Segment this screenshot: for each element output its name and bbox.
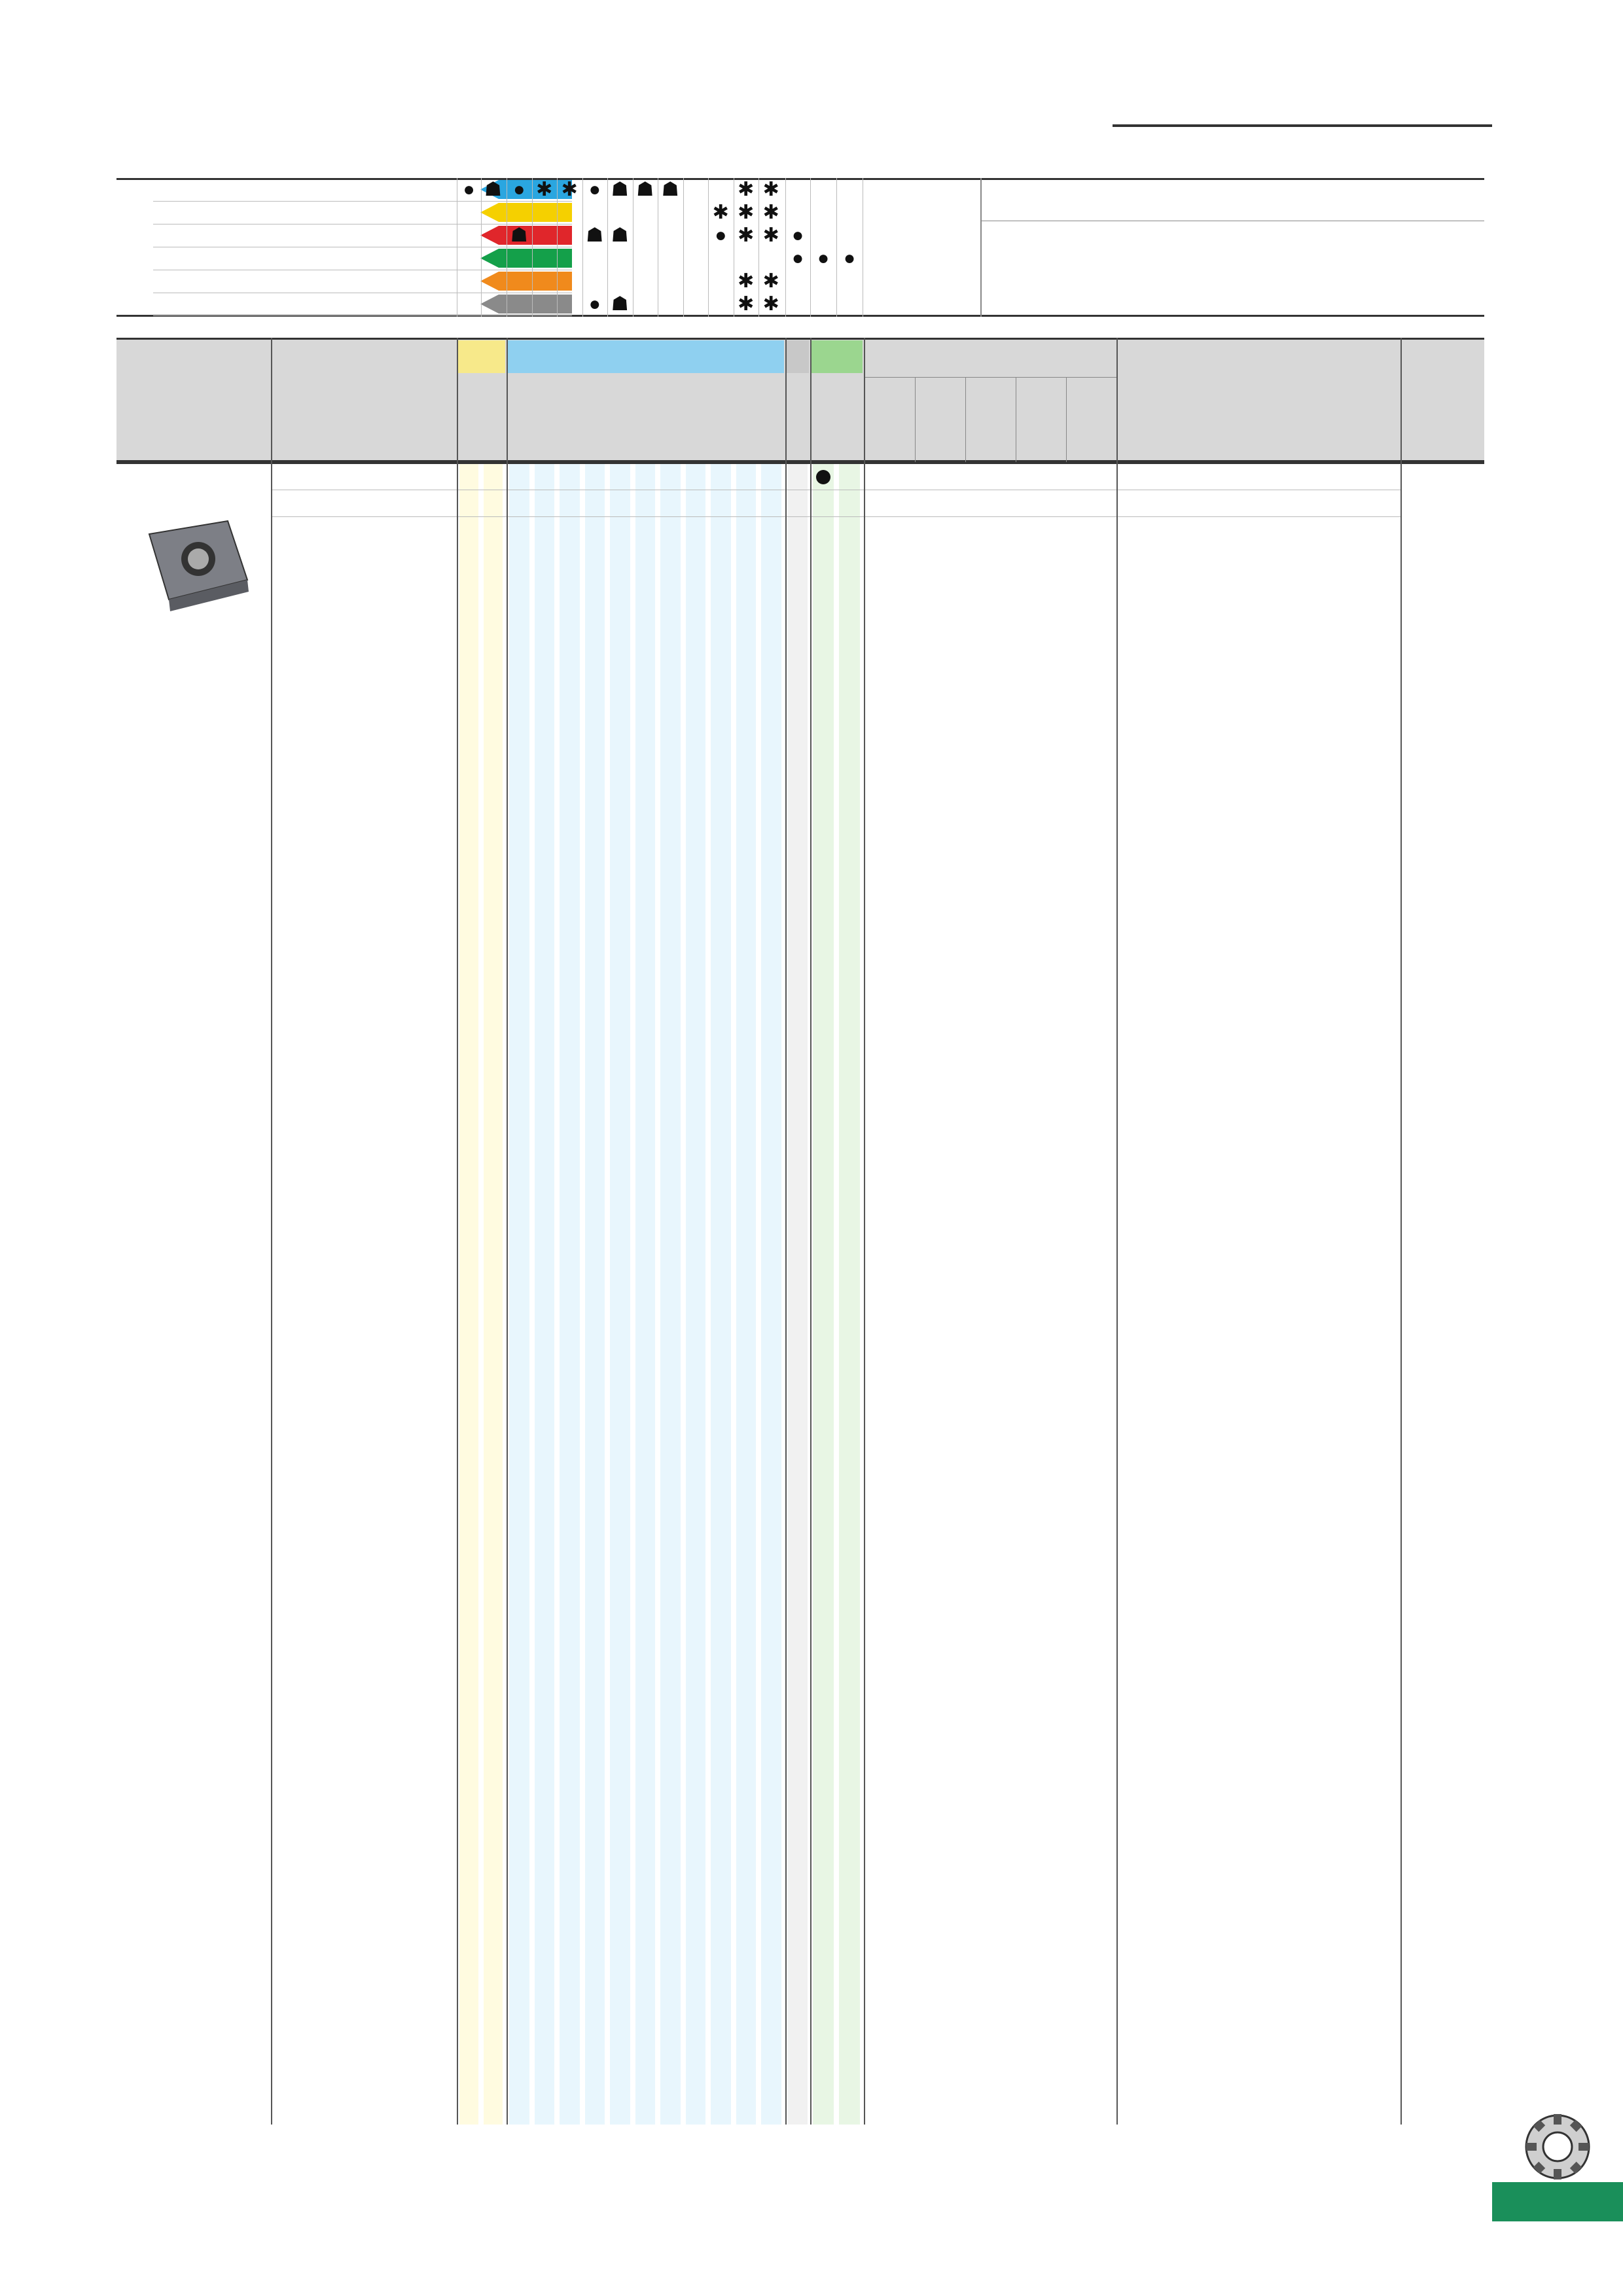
interrupted-icon: ✱ <box>561 179 578 200</box>
continuous-icon: ● <box>463 179 475 200</box>
interrupted-icon: ✱ <box>738 224 755 246</box>
grade-column-shade <box>788 462 808 2125</box>
milling-cutter-icon <box>1525 2108 1603 2186</box>
code-row-rule <box>271 516 1400 517</box>
grade-column-shade <box>660 462 681 2125</box>
continuous-icon: ● <box>513 179 526 200</box>
grade-header-pc2510 <box>607 376 633 459</box>
grade-header-cn2000 <box>457 376 481 459</box>
grade-column-shade <box>839 462 860 2125</box>
universal-icon: ☗ <box>510 224 528 246</box>
material-code-badge <box>480 295 572 314</box>
grade-header-pc2505 <box>582 376 608 459</box>
row-separator <box>116 462 1484 464</box>
grade-column-shade <box>585 462 605 2125</box>
header-hard <box>785 340 809 373</box>
column-divider <box>507 338 508 2125</box>
interrupted-icon: ✱ <box>762 270 779 292</box>
continuous-icon: ● <box>588 179 601 200</box>
grade-column-shade <box>813 462 834 2125</box>
material-grid-line <box>785 178 786 317</box>
universal-icon: ☗ <box>611 179 629 200</box>
grade-header-nc5350 <box>557 376 582 459</box>
material-grid-line <box>836 178 837 317</box>
continuous-icon: ● <box>791 247 804 269</box>
interrupted-icon: ✱ <box>536 179 553 200</box>
grade-header-pc9530 <box>683 376 709 459</box>
column-divider <box>1116 338 1118 2125</box>
continuous-icon: ● <box>791 224 804 246</box>
header-coated <box>507 340 784 373</box>
interrupted-icon: ✱ <box>762 179 779 200</box>
interrupted-icon: ✱ <box>762 224 779 246</box>
column-divider <box>864 338 865 2125</box>
universal-icon: ☗ <box>611 293 629 315</box>
interrupted-icon: ✱ <box>738 179 755 200</box>
grade-header-nc5330 <box>507 376 532 459</box>
materials-vertical-label <box>116 178 153 317</box>
material-row-h <box>153 293 572 316</box>
grade-header-nc5340 <box>532 376 558 459</box>
grade-column-shade <box>711 462 731 2125</box>
grade-column-shade <box>736 462 757 2125</box>
material-row-s <box>153 270 572 293</box>
universal-icon: ☗ <box>636 179 654 200</box>
materials-block <box>116 178 1484 317</box>
material-grid-line <box>810 178 811 317</box>
universal-icon: ☗ <box>484 179 502 200</box>
grade-column-shade <box>686 462 706 2125</box>
grade-header-pc3600 <box>658 376 683 459</box>
column-divider <box>810 338 812 2125</box>
interrupted-icon: ✱ <box>738 202 755 223</box>
column-divider <box>785 338 787 2125</box>
insert-photo-icon <box>130 508 274 632</box>
column-divider <box>457 338 458 2125</box>
grade-header-h01 <box>785 376 810 459</box>
material-grid-line <box>683 178 684 317</box>
grade-header-pc6510 <box>708 376 734 459</box>
grade-header-pc5400 <box>758 376 784 459</box>
continuous-icon: ● <box>843 247 856 269</box>
grade-header-pc3500 <box>633 376 658 459</box>
interrupted-icon: ✱ <box>738 270 755 292</box>
grade-header-pc5300 <box>734 376 759 459</box>
interrupted-icon: ✱ <box>762 293 779 315</box>
interrupted-icon: ✱ <box>762 202 779 223</box>
conditions-divider <box>980 178 982 317</box>
grade-column-shade <box>509 462 529 2125</box>
grade-column-shade <box>535 462 555 2125</box>
material-row-n <box>153 247 572 270</box>
grade-column-shade <box>635 462 656 2125</box>
universal-icon: ☗ <box>611 224 629 246</box>
grade-column-shade <box>610 462 630 2125</box>
grade-column-shade <box>761 462 781 2125</box>
column-divider <box>271 338 272 2125</box>
grade-header-dp150 <box>810 376 836 459</box>
grade-column-shade <box>560 462 580 2125</box>
header-pcd <box>810 340 863 373</box>
interrupted-icon: ✱ <box>738 293 755 315</box>
grade-column-shade <box>459 462 478 2125</box>
universal-icon: ☗ <box>661 179 679 200</box>
grade-header-cn30 <box>481 376 505 459</box>
condition-continuous <box>1072 234 1090 256</box>
continuous-icon: ● <box>817 247 830 269</box>
in-stock-icon <box>816 470 830 484</box>
header-rule <box>1113 124 1492 127</box>
material-code-badge <box>480 272 572 291</box>
condition-interrupted <box>1072 286 1090 308</box>
header-cermets <box>457 340 505 373</box>
material-grid-line <box>708 178 709 317</box>
continuous-icon: ● <box>715 224 727 246</box>
universal-icon: ☗ <box>586 224 604 246</box>
material-code-badge <box>480 203 572 222</box>
continuous-icon: ● <box>588 293 601 315</box>
inserts-table <box>116 338 1484 2125</box>
column-divider <box>1400 338 1402 2125</box>
grade-column-shade <box>484 462 503 2125</box>
condition-universal <box>1072 260 1090 282</box>
section-tab <box>1492 2182 1623 2221</box>
interrupted-icon: ✱ <box>712 202 729 223</box>
dim-column-divider <box>965 377 966 462</box>
dims-header-rule <box>864 377 1116 378</box>
material-code-badge <box>480 249 572 268</box>
grade-header-dp200 <box>836 376 863 459</box>
material-row-m <box>153 201 572 224</box>
dim-column-divider <box>1066 377 1067 462</box>
dim-column-divider <box>915 377 916 462</box>
